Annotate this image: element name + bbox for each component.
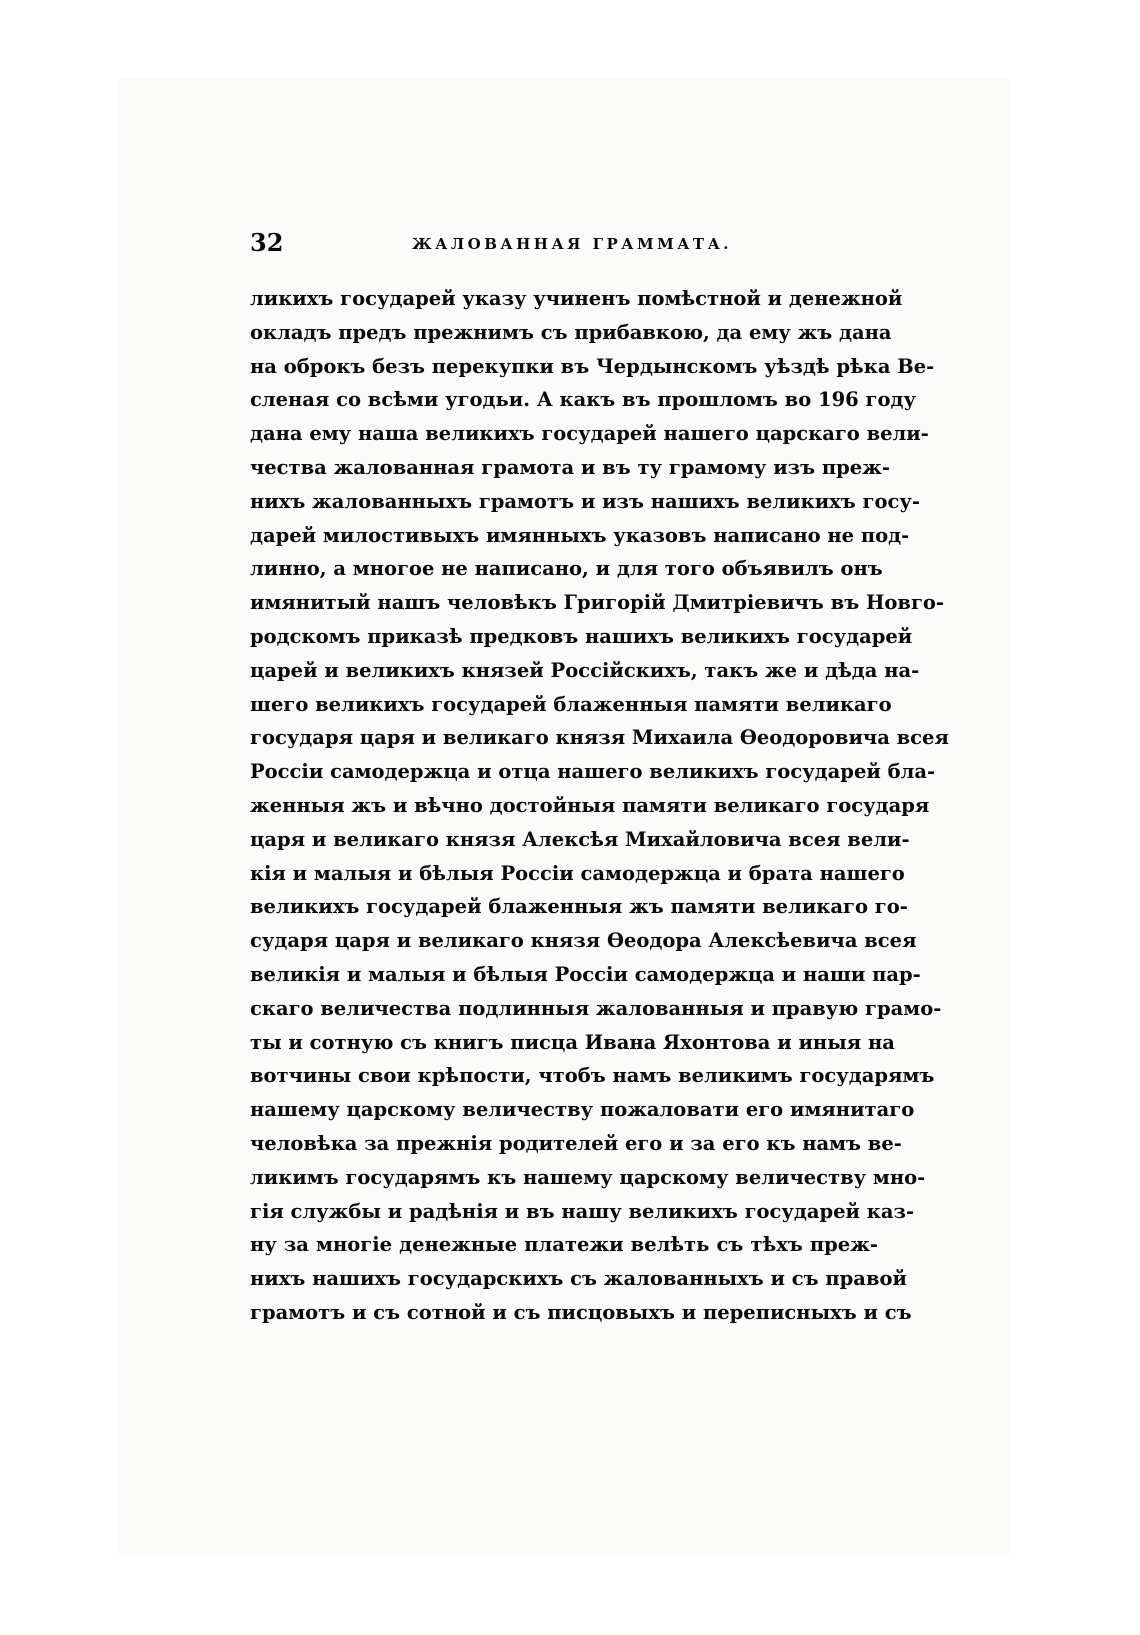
text-line: вотчины свои крѣпости, чтобъ намъ великимъ государямъ <box>250 1064 935 1088</box>
text-line: Россіи самодержца и отца нашего великихъ государей бла- <box>250 760 936 784</box>
text-line: дарей милостивыхъ имянныхъ указовъ написано не под- <box>250 523 910 547</box>
text-line: женныя жъ и вѣчно достойныя памяти великаго государя <box>250 793 930 817</box>
text-line: чества жалованная грамота и въ ту грамому изъ преж- <box>250 455 890 479</box>
text-line: шего великихъ государей блаженныя памяти великаго <box>250 692 892 716</box>
text-line: ты и сотную съ книгъ писца Ивана Яхонтова и иныя на <box>250 1030 895 1054</box>
text-line: государя царя и великаго князя Михаила Ѳеодоровича всея <box>250 726 949 750</box>
text-line: нихъ нашихъ государскихъ съ жалованныхъ и съ правой <box>250 1267 907 1291</box>
text-line: великія и малыя и бѣлыя Россіи самодержца и наши пар- <box>250 962 921 986</box>
text-line: нашему царскому величеству пожаловати его имянитаго <box>250 1098 915 1122</box>
text-line: грамотъ и съ сотной и съ писцовыхъ и переписныхъ и съ <box>250 1300 912 1324</box>
text-line: царя и великаго князя Алексѣя Михайловича всея вели- <box>250 827 910 851</box>
text-line: ну за многіе денежные платежи велѣть съ тѣхъ преж- <box>250 1233 878 1257</box>
text-line: сударя царя и великаго князя Ѳеодора Алексѣевича всея <box>250 929 917 953</box>
text-line: на оброкъ безъ перекупки въ Чердынскомъ уѣздѣ рѣка Ве- <box>250 354 935 378</box>
page-number: 32 <box>250 228 284 257</box>
text-line: ликимъ государямъ къ нашему царскому величеству мно- <box>250 1165 926 1189</box>
body-text <box>250 282 949 1330</box>
text-line: родскомъ приказѣ предковъ нашихъ великихъ государей <box>250 624 913 648</box>
text-line: великихъ государей блаженныя жъ памяти великаго го- <box>250 895 908 919</box>
running-head <box>250 228 878 262</box>
text-line: гія службы и радѣнія и въ нашу великихъ государей каз- <box>250 1199 915 1223</box>
text-line: кія и малыя и бѣлыя Россіи самодержца и брата нашего <box>250 861 905 885</box>
text-line: скаго величества подлинныя жалованныя и правую грамо- <box>250 996 942 1020</box>
text-line: сленая со всѣми угодьи. А какъ въ прошломъ во 196 году <box>250 388 916 412</box>
text-line: человѣка за прежнія родителей его и за его къ намъ ве- <box>250 1131 902 1155</box>
text-line: дана ему наша великихъ государей нашего царскаго вели- <box>250 422 929 446</box>
running-title: ЖАЛОВАННАЯ ГРАММАТА. <box>412 235 733 253</box>
text-line: царей и великихъ князей Россійскихъ, такъ же и дѣда на- <box>250 658 920 682</box>
text-line: ликихъ государей указу учиненъ помѣстной и денежной <box>250 287 903 310</box>
text-line: окладъ предъ прежнимъ съ прибавкою, да ему жъ дана <box>250 320 892 344</box>
text-line: имянитый нашъ человѣкъ Григорій Дмитріевичъ въ Новго- <box>250 591 945 615</box>
text-line: нихъ жалованныхъ грамотъ и изъ нашихъ великихъ госу- <box>250 489 920 513</box>
text-line: линно, а многое не написано, и для того объявилъ онъ <box>250 557 883 581</box>
